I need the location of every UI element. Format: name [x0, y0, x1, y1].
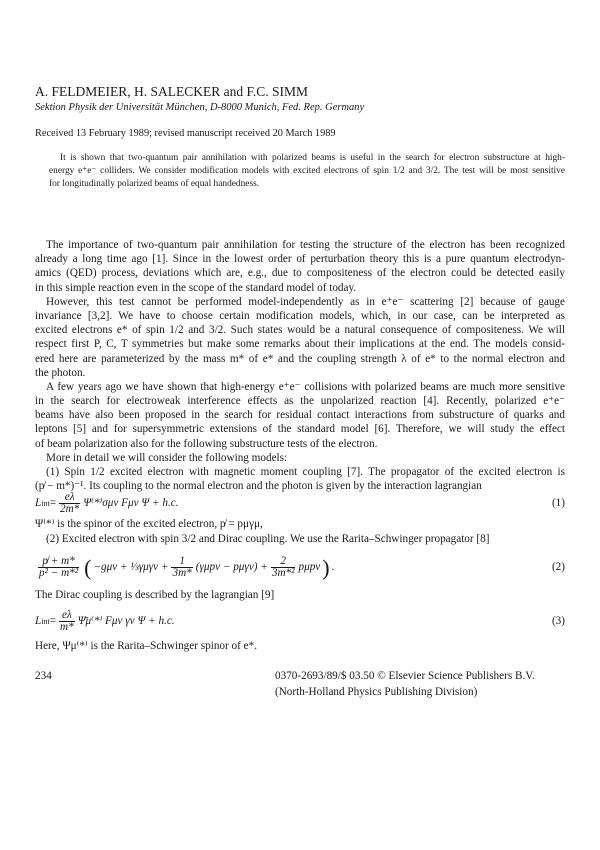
eq2-term2: (γμpν − pμγν) +	[195, 561, 268, 573]
paragraph-line: A few years ago we have shown that high-energy e⁺e⁻ collisions with polarized beams are much more sensitive	[46, 380, 565, 393]
eq3-denominator: m*	[60, 621, 74, 633]
eq1-denominator: 2m*	[60, 503, 80, 515]
copyright: 0370-2693/89/$ 03.50 © Elsevier Science Publishers B.V.	[275, 670, 535, 682]
eq2-denominator: p² − m*²	[39, 567, 79, 579]
abstract	[49, 152, 565, 191]
eq3-lhs: L	[35, 615, 42, 627]
eq2-fraction	[38, 556, 79, 579]
equation-2	[35, 556, 565, 579]
eq2-label: (2)	[551, 561, 565, 573]
eq1-rhs: Ψ⁽*⁾σμν Fμν Ψ + h.c.	[83, 497, 179, 509]
paragraph-line: leptons [5] and for supersymmetric extensions of the standard model [6]. Therefore, we will study the effect	[35, 423, 565, 436]
eq2-frac3-num: 2	[280, 555, 286, 567]
dirac-text: The Dirac coupling is described by the lagrangian [9]	[35, 589, 275, 601]
paragraph-line: (1) Spin 1/2 excited electron with magnetic moment coupling [7]. The propagator of the excited electron is	[46, 466, 565, 478]
paragraph-line: the photon.	[35, 366, 86, 379]
paragraph-line: invariance [3,2]. We have to choose certain modification models, which, in our case, can be interpreted as	[35, 309, 565, 322]
here-text: Here, Ψμ⁽*⁾ is the Rarita–Schwinger spinor of e*.	[35, 640, 258, 652]
equation-1	[35, 492, 565, 515]
eq3-label: (3)	[551, 615, 565, 627]
paragraph-line: However, this test cannot be performed model-independently as in e⁺e⁻ scattering [2] because of gauge	[46, 295, 565, 308]
paragraph-line: respect first P, C, T symmetries but make some remarks about their implications at the end. The models consid-	[35, 338, 565, 351]
abstract-line: It is shown that two-quantum pair annihilation with polarized beams is useful in the search for electron substructure at high-	[60, 153, 565, 163]
eq2-term1: −gμν + ⅓γμγν +	[93, 561, 169, 573]
eq2-frac2	[171, 556, 192, 579]
paragraph-line: amics (QED) process, deviations which are, e.g., due to compositeness of the electron could be detected easily	[35, 267, 565, 280]
eq3-numerator: eλ	[61, 609, 72, 621]
equation-3	[35, 610, 565, 633]
eq2-numerator: p̸ + m*	[42, 555, 75, 567]
eq2-period: .	[331, 561, 335, 573]
eq2-open-paren: (	[84, 554, 92, 580]
eq2-frac3-den: 3m*²	[271, 567, 295, 579]
abstract-line: for longitudinally polarized beams of equal handedness.	[49, 179, 260, 189]
spinor-text: Ψ⁽*⁾ is the spinor of the excited electron, p̸ = pμγμ,	[35, 518, 263, 530]
eq1-label: (1)	[551, 497, 565, 509]
eq1-sub: int	[41, 499, 50, 508]
eq2-close-paren: )	[322, 554, 330, 580]
paragraph-line: in the search for electroweak interference effects as the unpolarized reaction [4]. Recently, polarized e⁺e⁻	[35, 395, 565, 408]
publisher-division: (North-Holland Physics Publishing Division)	[275, 686, 478, 698]
eq2-frac3	[271, 556, 296, 579]
eq2-frac2-den: 3m*	[172, 567, 192, 579]
paragraph-line: already a long time ago [1]. Since in the lowest order of perturbation theory this is a pure quantum electrodyn-	[35, 253, 565, 266]
eq2-term3: pμpν	[298, 561, 321, 573]
paragraph-line: More in detail we will consider the following models:	[46, 451, 288, 464]
eq3-sub: int	[41, 617, 50, 626]
body-text	[35, 238, 565, 493]
eq1-fraction	[59, 492, 80, 515]
received-date: Received 13 February 1989; revised manuscript received 20 March 1989	[35, 128, 336, 139]
paragraph-line: The importance of two-quantum pair annihilation for testing the structure of the electron has been recognized	[46, 239, 565, 251]
page-number: 234	[35, 670, 52, 682]
paragraph-line: of beam polarization also for the following substructure tests of the electron.	[35, 437, 378, 450]
eq1-equals: =	[49, 497, 56, 509]
paragraph-line: ered here are parameterized by the mass m* of e* and the coupling strength λ of e* to the normal electron and	[35, 352, 565, 365]
eq3-fraction	[59, 610, 75, 633]
affiliation: Sektion Physik der Universität München, D-8000 Munich, Fed. Rep. Germany	[35, 102, 365, 113]
abstract-line: energy e⁺e⁻ colliders. We consider modification models with excited electrons of spin 1/2 and 3/2. The test will be most sensitive	[49, 166, 565, 176]
eq3-rhs: Ψ̄μ⁽*⁾ Fμν γν Ψ + h.c.	[77, 615, 175, 627]
paragraph-line: beams have also been proposed in the search for residual contact interactions from substructure of quarks and	[35, 409, 565, 422]
authors: A. FELDMEIER, H. SALECKER and F.C. SIMM	[35, 84, 309, 99]
eq2-frac2-num: 1	[179, 555, 185, 567]
paragraph-line: excited electrons e* of spin 1/2 and 3/2. Such states would be a natural consequence of compositeness. We will	[35, 324, 565, 337]
paragraph-line: (p̸ − m*)⁻¹. Its coupling to the normal electron and the photon is given by the interaction lagrangian	[35, 480, 482, 493]
paragraph-line: in this simple reaction even in the scope of the standard model of today.	[35, 281, 357, 294]
eq1-lhs: L	[35, 497, 42, 509]
eq1-numerator: eλ	[64, 491, 75, 503]
model-2-text: (2) Excited electron with spin 3/2 and Dirac coupling. We use the Rarita–Schwinger propagator [8]	[46, 533, 490, 545]
eq3-equals: =	[49, 615, 56, 627]
